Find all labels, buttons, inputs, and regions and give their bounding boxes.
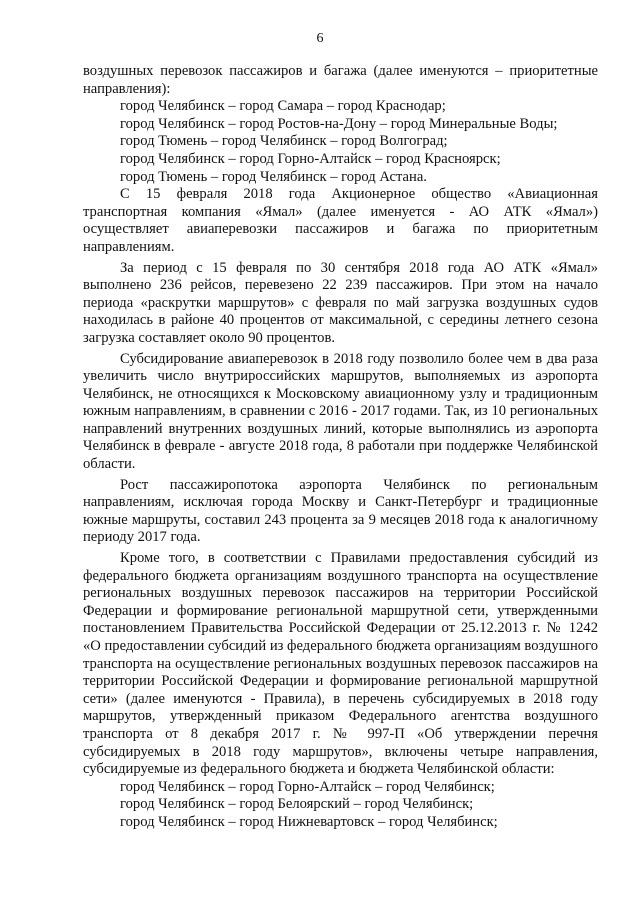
route-item: город Челябинск – город Нижневартовск – город Челябинск; [120, 813, 498, 830]
body-paragraph: За период с 15 февраля по 30 сентября 2018 года АО АТК «Ямал» выполнено 236 рейсов, перевезено 22 239 пассажиров. При этом на начало периода «раскрутки маршрутов» с февраля по май загрузка воздушных судов находилась в районе 40 процентов от максимальной, с середины летнего сезона загрузка составляет около 90 процентов. [83, 259, 598, 346]
route-item: город Тюмень – город Челябинск – город Волгоград; [120, 133, 448, 150]
route-item: город Тюмень – город Челябинск – город Астана. [120, 168, 427, 185]
body-paragraph: Субсидирование авиаперевозок в 2018 году позволило более чем в два раза увеличить число внутрироссийских маршрутов, выполняемых из аэропорта Челябинск, не относящихся к Московскому авиационному узлу и традиционным южным направлениям, в сравнении с 2016 - 2017 годами. Так, из 10 региональных направлений внутренних воздушных линий, которые выполнялись из аэропорта Челябинск в феврале - августе 2018 года, 8 работали при поддержке Челябинской области. [83, 350, 598, 473]
route-item: город Челябинск – город Самара – город Краснодар; [120, 98, 446, 115]
route-item: город Челябинск – город Белоярский – город Челябинск; [120, 796, 474, 813]
route-item: город Челябинск – город Ростов-на-Дону – город Минеральные Воды; [120, 115, 558, 132]
body-paragraph: С 15 февраля 2018 года Акционерное общество «Авиационная транспортная компания «Ямал» (далее именуется - АО АТК «Ямал») осуществляет авиаперевозки пассажиров и багажа по приоритетным направлениям. [83, 186, 598, 255]
route-item: город Челябинск – город Горно-Алтайск – город Челябинск; [120, 778, 495, 795]
body-paragraph: Рост пассажиропотока аэропорта Челябинск по региональным направлениям, исключая города Москву и Санкт-Петербург и традиционные южные маршруты, составил 243 процента за 9 месяцев 2018 года к аналогичному периоду 2017 года. [83, 476, 598, 546]
body-paragraph: Кроме того, в соответствии с Правилами предоставления субсидий из федерального бюджета организациям воздушного транспорта на осуществление региональных воздушных перевозок пассажиров на территории Российской Федерации и формирование региональной маршрутной сети, утвержденными постановлением Правительства Российской Федерации от 25.12.2013 г. № 1242 «О предоставлении субсидий из федерального бюджета организациям воздушного транспорта на осуществление региональных воздушных перевозок пассажиров на территории Российской Федерации и формирование региональной маршрутной сети» (далее именуются - Правила), в перечень субсидируемых в 2018 году маршрутов, утвержденный приказом Федерального агентства воздушного транспорта от 8 декабря 2017 г. № 997-П «Об утверждении перечня субсидируемых в 2018 году маршрутов», включены четыре направления, субсидируемые из федерального бюджета и бюджета Челябинской области: [83, 550, 598, 778]
route-item: город Челябинск – город Горно-Алтайск – город Красноярск; [120, 150, 501, 167]
priority-routes-list [83, 98, 598, 186]
document-body [83, 63, 598, 832]
intro-paragraph: воздушных перевозок пассажиров и багажа (далее именуются – приоритетные направления): [83, 63, 598, 97]
page-number: 6 [316, 31, 324, 46]
subsidized-routes-list [83, 779, 598, 832]
